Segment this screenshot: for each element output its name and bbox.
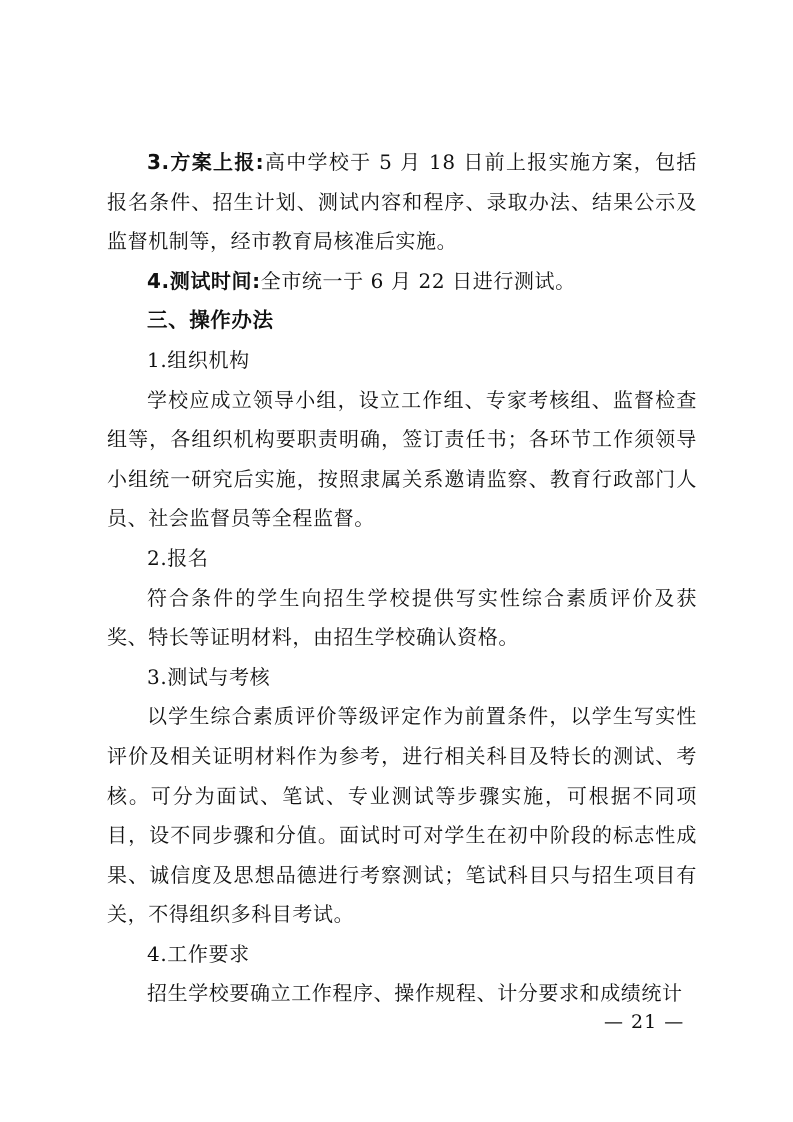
subsection-text-requirements: 招生学校要确立工作程序、操作规程、计分要求和成绩统计 [147,981,683,1006]
page-number: — 21 — [604,1011,685,1033]
subsection-text-organization: 学校应成立领导小组，设立工作组、专家考核组、监督检查组等，各组织机构要职责明确，签订责任书；各环节工作须领导小组统一研究后实施，按照隶属关系邀请监察、教育行政部门人员、社会监督员等全程监督。 [107,387,697,531]
paragraph-plan-report [107,143,697,262]
paragraph-test-time [107,262,697,302]
subsection-text-registration: 符合条件的学生向招生学校提供写实性综合素质评价及获奖、特长等证明材料，由招生学校确认资格。 [107,585,697,650]
paragraph-text: 高中学校于 5 月 18 日前上报实施方案，包括报名条件、招生计划、测试内容和程序、录取办法、结果公示及监督机制等，经市教育局核准后实施。 [107,150,697,254]
subsection-title-organization: 1.组织机构 [147,347,250,372]
paragraph-lead: 4.测试时间: [147,268,261,293]
subsection-text-testing: 以学生综合素质评价等级评定作为前置条件，以学生写实性评价及相关证明材料作为参考，进行相关科目及特长的测试、考核。可分为面试、笔试、专业测试等步骤实施，可根据不同项目，设不同步骤和分值。面试时可对学生在初中阶段的标志性成果、诚信度及思想品德进行考察测试；笔试科目只与招生项目有关，不得组织多科目考试。 [107,704,697,927]
subsection-title-registration: 2.报名 [147,545,209,570]
subsection-title-testing: 3.测试与考核 [147,664,271,689]
document-body [107,143,697,1014]
paragraph-lead: 3.方案上报: [147,150,265,174]
section-heading: 三、操作办法 [147,308,274,333]
subsection-title-requirements: 4.工作要求 [147,941,250,966]
paragraph-text: 全市统一于 6 月 22 日进行测试。 [260,268,576,293]
